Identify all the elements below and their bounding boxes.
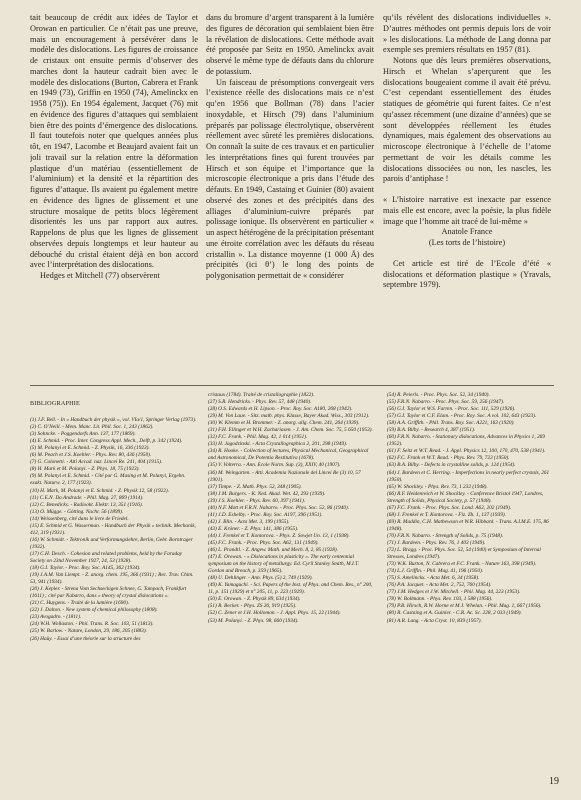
bibliography-entry: (19) J.A.M. Van Liempt. - Z. anorg. chem. 195, 366 (1931) ; Rec. Trav. Chim. 53, 941 (1934). xyxy=(30,572,194,586)
bibliography-entry: (60) F.R.N. Nabarro. - Stationary dislocations, Advances in Physics 1, 269 (1952). xyxy=(387,434,545,448)
bibliography-entry: (75) S. Amelinckx. - Acta Met. 6, 34 (1958). xyxy=(387,575,480,582)
bibliography-entry: (33) H. Jagodzinski. - Acta Crystallographica 2, 201, 298 (1949). xyxy=(208,441,348,448)
section-divider xyxy=(30,385,554,386)
bibliography-entry: (37) Timpe. - Z. Math. Phys. 52, 348 (1905). xyxy=(208,483,302,490)
bibliography-entry: (48) U. Dehlinger. - Ann. Phys. (5) 2, 749 (1929). xyxy=(208,575,313,582)
bibliography-entry: (45) F.C. Frank. - Proc. Phys. Soc. A62, 131 (1949). xyxy=(208,539,319,546)
bibliography-entry: (77) J.M. Hedges et J.W. Mitchell. - Phil. Mag. 44, 223 (1953). xyxy=(387,589,521,596)
bibliography-list-2 xyxy=(208,392,376,625)
epigraph-author: Anatole France xyxy=(441,227,493,237)
bibliography-entry: (34) R. Hooke. - Collection of lectures, Physical Mechanical, Geographical and Astronomical, De Potentia Restitutiva (1678). xyxy=(208,448,369,462)
bibliography-section xyxy=(30,392,560,762)
bibliography-entry: (59) B.A. Bilby. - Research 4, 387 (1951). xyxy=(387,427,476,434)
bibliography-entry: (72) L. Bragg. - Proc. Phys. Soc. 52, 54 (1940) et Symposium of Internal Stresses, Londres (1947). xyxy=(387,547,541,561)
bibliography-entry: (7) G. Colonetti. - Atti Accad. naz. Lincei Re. 241, 404 (1915). xyxy=(30,459,163,466)
bibliography-entry: (2) C. O’Neill. - Mem. Manc. Lit. Phil. Soc. 1, 243 (1862). xyxy=(30,424,154,431)
bibliography-column-3 xyxy=(387,392,555,625)
bibliography-entry: (74) L.J. Griffin. - Phil. Mag. 41, 196 (1950). xyxy=(387,568,484,575)
bibliography-entry: (18) G.I. Taylor. - Proc. Roy. Soc. A145, 362 (1934). xyxy=(30,565,141,572)
bibliography-column-2 xyxy=(208,392,376,625)
bibliography-entry: (38) J.M. Burgers. - K. Ned. Akad. Wet. 42, 293 (1939). xyxy=(208,490,326,497)
bibliography-entry: (49) K. Yamaguchi. - Sci. Papers of the Inst. of Phys. and Chem. Res., n° 200, 11, p. 151 (1929) et n° 205, 11, p. 223 (1929). xyxy=(208,582,373,596)
bibliography-column-1 xyxy=(30,392,198,643)
bibliography-entry: (9) M. Polanyi et E. Schmid. - Cité par G. Masing et M. Polanyi, Ergebn. exakt. Naturw. 2, 177 (1923). xyxy=(30,473,186,487)
article-column-1 xyxy=(30,13,198,282)
bibliography-entry: (8) H. Mark et M. Polanyi. - Z. Phys. 18, 75 (1923). xyxy=(30,466,140,473)
bibliography-entry: (58) A.A. Griffith. - Phil. Trans. Roy. Soc. A221, 163 (1920). xyxy=(387,420,515,427)
bibliography-entry: (63) B.A. Bilby. - Defects in crystalline solids, p. 124 (1954). xyxy=(387,462,516,469)
bibliography-entry: (4) E. Schmid. - Proc. Inter. Congress Appl. Mech., Delft, p. 342 (1924). xyxy=(30,438,183,445)
bibliography-entry: (3) Sohncke. - Poggendorfs Ann. 137, 177 (1869). xyxy=(30,431,136,438)
bibliography-entry: (13) O. Mügge. - Götting. Nachr. 56 (1899). xyxy=(30,508,124,515)
bibliography-entry: (80) R. Castaing et A. Guinier. - C.R. Ac. Sc. 228, 2 033 (1949). xyxy=(387,610,522,617)
article-paragraph: tait beaucoup de crédit aux idées de Taylor et Orowan en particulier. Ce n’était pas une preuve, mais un encouragement à persévérer dans le modèle des dislocations. Les figures de croissance de cristaux ont ensuite permis d’observer des marches dont la hauteur cadrait bien avec le modèle des dislocations (Burton, Cabrera et Frank en 1949 (73), Griffin en 1950 (74), Amelinckx en 1958 (75)). En 1954 également, Jacquet (76) mit en évidence des figures d’attaques qui semblaient bien être des points d’émergence des dislocations. Il faut toutefois noter que quelques années plus tôt, en 1947, Lacombe et Beaujard avaient fait un joli travail sur la relation entre la déformation plastique d’un matériau (essentiellement de l’aluminium) et la densité et la répartition des figures d’attaque. Ils avaient pu également mettre en évidence des lignes de glissement et une structure mosaïque de petits blocs légèrement disorientés les uns par rapport aux autres. Rappelons de plus que les lignes de glissement observées depuis longtemps et leur hauteur au débouché du cristal étaient déjà en bon accord avec l’interprétation des dislocations. xyxy=(30,13,198,270)
bibliography-entry: (70) F.R.N. Nabarro. - Strength of Solids, p. 75 (1948). xyxy=(387,532,504,539)
bibliography-entry: (76) P.A. Jacquet. - Acta Met. 2, 752, 760 (1954). xyxy=(387,582,492,589)
bibliography-entry: (44) J. Frenkel et T. Kontorova. - Phys. Z. Sowjet Un. 13, 1 (1938). xyxy=(208,532,350,539)
article-column-2 xyxy=(206,13,374,282)
bibliography-entry: (56) G.I. Taylor et W.S. Farren. - Proc. Soc. 111, 529 (1926). xyxy=(387,406,516,413)
bibliography-entry: (16) W. Schmidt. - Tektronik und Verformungslehre, Berlin, Gebr. Borntrager (1932). xyxy=(30,536,193,550)
bibliography-entry: (11) C.E.N. Da Andrade. - Phil. Mag. 27, 869 (1914). xyxy=(30,494,144,501)
bibliography-entry: (79) P.B. Hirsch, R.W. Horne et M.J. Whelan. - Phil. Mag. 1, 667 (1956). xyxy=(387,603,542,610)
epigraph-source: (Les torts de l’histoire) xyxy=(428,238,506,247)
bibliography-title: BIBLIOGRAPHIE xyxy=(30,400,81,407)
bibliography-entry: (28) O.S. Edwards et H. Lipson. - Proc. Roy. Soc. A180, 268 (1942). xyxy=(208,406,353,413)
bibliography-entry: (55) F.R.N. Nabarro. - Proc. Phys. Soc. 59, 256 (1947). xyxy=(387,399,505,406)
bibliography-entry: (1) J.F. Bell. - In « Handbuch der physik », vol. VIa/1, Springer Verlag (1973). xyxy=(30,417,197,424)
bibliography-list-1 xyxy=(30,417,198,643)
bibliography-entry: (54) R. Peierls. - Proc. Phys. Soc. 52, 34 (1940). xyxy=(387,392,490,398)
bibliography-entry: (42) J. Blin. - Acta Met. 3, 199 (1955). xyxy=(208,518,290,525)
article-paragraph: qu’ils révèlent des dislocations individuelles ». D’autres méthodes ont permis depuis lors de voir » les dislocations. La méthode de Lang donna par exemple ses premiers résultats en 1957 (81). xyxy=(383,13,551,55)
bibliography-entry: (30) W. Klemm et H. Brommer. - Z. anorg. allg. Chem. 241, 264 (1939). xyxy=(208,420,360,427)
epigraph-quote: « L’histoire narrative est inexacte par essence mais elle est encore, avec la poésie, la plus fidèle image que l’homme ait tracé de lui-même » xyxy=(383,195,551,226)
bibliography-entry: (69) R. Maddin, C.H. Mathewson et W.R. Hibbard. - Trans. A.I.M.E. 175, 86 (1948). xyxy=(387,518,549,532)
bibliography-entry: (24) W.H. Wollaston. - Phil. Trans. R. Soc. 103, 51 (1813). xyxy=(30,621,154,628)
bibliography-entry: (40) N.F. Mott et F.R.N. Nabarro. - Proc. Phys. Soc. 52, 86 (1940). xyxy=(208,504,350,511)
bibliography-entry: (25) W. Barlow. - Nature, London, 29, 186, 205 (1883). xyxy=(30,628,147,635)
bibliography-entry: (73) W.K. Burton, N. Cabrera et F.C. Frank. - Nature 163, 398 (1949). xyxy=(387,561,537,568)
bibliography-entry: (50) E. Orowan. - Z. Physik 89, 634 (1934). xyxy=(208,596,301,603)
article-paragraph: Un faisceau de présomptions convergeait vers l’existence réelle des dislocations mais ce n’est qu’en 1956 que Bollman (78) dans l’acier inoxydable, et Hirsch (79) dans l’aluminium préparés par polissage électrolytique, observèrent réellement avec sûreté les premières dislocations. On connaît la suite de ces travaux et en particulier les interprétations fines qui furent trouvées par Hirsch et son équipe et l’importance que la microscopie électronique a pris dans l’étude des défauts. En 1949, Castaing et Guinier (80) avaient observé des zones et des précipités dans des alliages d’aluminium-cuivre préparés par polissage ionique. Ils observèrent en particulier « un aspect hétérogène de la précipitation présentant une étroite corrélation avec les défauts du réseau cristallin ». La distance moyenne (1 000 Å) des précipités (ici θ’) le long des points de polygonisation permettait de « considérer xyxy=(206,77,374,280)
bibliography-entry: (6) M. Peach et J.S. Koehler. - Phys. Rev. 80, 436 (1950). xyxy=(30,452,152,459)
bibliography-entry: (78) W. Bollmann. - Phys. Rev. 103, 1 588 (1956). xyxy=(387,596,493,603)
bibliography-entry: (10) H. Mark, M. Polanyi et E. Schmid. - Z. Physik 12, 58 (1922). xyxy=(30,487,170,494)
bibliography-entry: cristaux (1784). Traité de cristallographie (1822). xyxy=(208,392,315,398)
page-number: 19 xyxy=(549,776,559,787)
bibliography-entry: (20) J. Kepler. - Strena Vom Sechseckigen Schnee, G. Tampach, Frankfurt (1611) ; cité par Nabarro, dans « theory of crystal dislocations ». xyxy=(30,586,187,600)
bibliography-entry: (46) L. Prandtl. - Z. Angew. Math. und Mech. 8, 2, 85 (1928). xyxy=(208,547,339,554)
bibliography-entry: (26) Haüy. - Essai d’une théorie sur la structure des xyxy=(30,635,141,642)
bibliography-entry: (23) Avogadro. - (1811). xyxy=(30,614,82,621)
article-body xyxy=(30,13,554,373)
bibliography-entry: (17) C.H. Desch. - Cohesion and related problems, held by the Faraday Society on 23nd November 1927, 24, 53 (1928). xyxy=(30,550,183,564)
bibliography-list-3 xyxy=(387,392,555,625)
article-column-3 xyxy=(383,13,551,291)
bibliography-entry: (61) F. Seitz et W.T. Read. - J. Appl. Physics 12, 100, 170, 470, 538 (1941). xyxy=(387,448,546,455)
bibliography-entry: (66) R.F. Heidenreich et W. Shockley. - Conference Bristol 1947, Londres, Strength of Solids, Physical Society, p. 57 (1948). xyxy=(387,490,544,504)
bibliography-entry: (5) M. Polanyi et E. Schmid. - Z. Physik, 16, 336 (1923). xyxy=(30,445,150,452)
bibliography-entry: (22) J. Dalton. - New system of chemical philosophy (1808). xyxy=(30,607,158,614)
article-paragraph: Hedges et Mitchell (77) observèrent xyxy=(40,271,160,280)
article-paragraph: dans du bromure d’argent transparent à la lumière des figures de décoration qui semblaient bien être la révélation de dislocations. Cette méthode avait été proposée par Seitz en 1950. Amelinckx avait observé le même type de défauts dans du chlorure de potassium. xyxy=(206,13,374,76)
bibliography-entry: (15) E. Schmid et G. Wasserman. - Handbuch der Physik « technik. Mechanik, 412, 319 (1931). xyxy=(30,522,196,536)
article-paragraph: Notons que dès leurs premières observations, Hirsch et Whelan s’aperçurent que les dislocations bougeaient comme il avait été prévu. C’est cependant essentiellement des études statiques de géométrie qui furent faites. Ce n’est qu’assez récemment (une dizaine d’années) que se sont développées réellement les études dynamiques, mais également des observations au microscope électronique à l’échelle de l’atome permettant de voir les détails comme les dislocations dissociées ou non, les nascles, les parois d’antiphase ! xyxy=(383,56,551,184)
bibliography-entry: (39) J.S. Koehler. - Phys. Rev. 60, 397 (1941). xyxy=(208,497,306,504)
bibliography-entry: (64) J. Bardeen et C. Herring. - Imperfections in nearly perfect crystals, 261 (1950). xyxy=(387,469,550,483)
bibliography-entry: (81) A.R. Lang. - Acta Cryst. 10, 839 (1957). xyxy=(387,617,482,624)
bibliography-entry: (57) G.I. Taylor et C.F. Elam. - Proc. Roy. Soc. A vol. 102, 643 (1923). xyxy=(387,413,537,420)
bibliography-entry: (41) J.D. Eshelby. - Proc. Roy. Soc. A197, 396 (1951). xyxy=(208,511,323,518)
bibliography-entry: (52) C. Zener et J.H. Hollomon. - J. Appl. Phys. 15, 22 (1944). xyxy=(208,610,341,617)
bibliography-entry: (71) J. Bardeen. - Phys. Rev. 76, 1 403 (1949). xyxy=(387,539,486,546)
bibliography-entry: (36) M. Weingarten. - Atti. Academia Nazionale del Lincei Re (3) 10, 57 (1901). xyxy=(208,469,361,483)
bibliography-entry: (31) F.H. Ellinger et W.H. Zachariasen. - J. Am. Chem. Soc. 75, 5 650 (1953). xyxy=(208,427,373,434)
bibliography-entry: (12) C. Benedicks. - Radiookt. Elektr. 13, 351 (1916). xyxy=(30,501,143,508)
bibliography-entry: (32) F.C. Frank. - Phil. Mag. 42, 1 014 (1951). xyxy=(208,434,308,441)
bibliography-entry: (14) Weissenberg, cité dans le livre de Friedel. xyxy=(30,515,129,522)
bibliography-entry: (68) J. Frenkel et T. Kontorova. - Fiz. Zh. 1, 137 (1939). xyxy=(387,511,506,518)
bibliography-entry: (51) R. Becker. - Phys. ZS 26, 919 (1925). xyxy=(208,603,297,610)
bibliography-entry: (27) S.R. Hendricks. - Phys. Rev. 57, 448 (1940). xyxy=(208,399,312,406)
bibliography-entry: (47) E. Orowan. - « Dislocations in plasticity ». The early centennial symposium on the history of metallurgy. Ed. Cyril Stanley Smith, M.I.T. Gordon and Breach, p. 359 (1965). xyxy=(208,554,359,575)
bibliography-entry: (65) W. Shockley. - Phys. Rev. 73, 1 232 (1948). xyxy=(387,483,488,490)
article-credit: Cet article est tiré de l’Ecole d’été « dislocations et déformation plastique » (Yravals, septembre 1979). xyxy=(383,258,551,290)
bibliography-entry: (29) M. Von Laue. - Sitz. math. phys. Klasse, Bayer Akad. Wiss., 303 (1912). xyxy=(208,413,370,420)
bibliography-entry: (35) V. Volterra. - Ann. Ecole Norm. Sup. (3), XXIV, 40 (1907). xyxy=(208,462,341,469)
bibliography-entry: (62) F.C. Frank et W.T. Read. - Phys. Rev. 79, 722 (1950). xyxy=(387,455,510,462)
bibliography-entry: (43) E. Kröner. - Z. Phys. 141, 386 (1955). xyxy=(208,525,299,532)
bibliography-entry: (21) C. Huygens. - Traité de la lumière (1690). xyxy=(30,600,130,607)
bibliography-entry: (67) F.C. Frank. - Proc. Phys. Soc. Lond. A62, 202 (1949). xyxy=(387,504,512,511)
bibliography-entry: (53) M. Polanyi. - Z. Phys. 98, 660 (1934). xyxy=(208,617,299,624)
